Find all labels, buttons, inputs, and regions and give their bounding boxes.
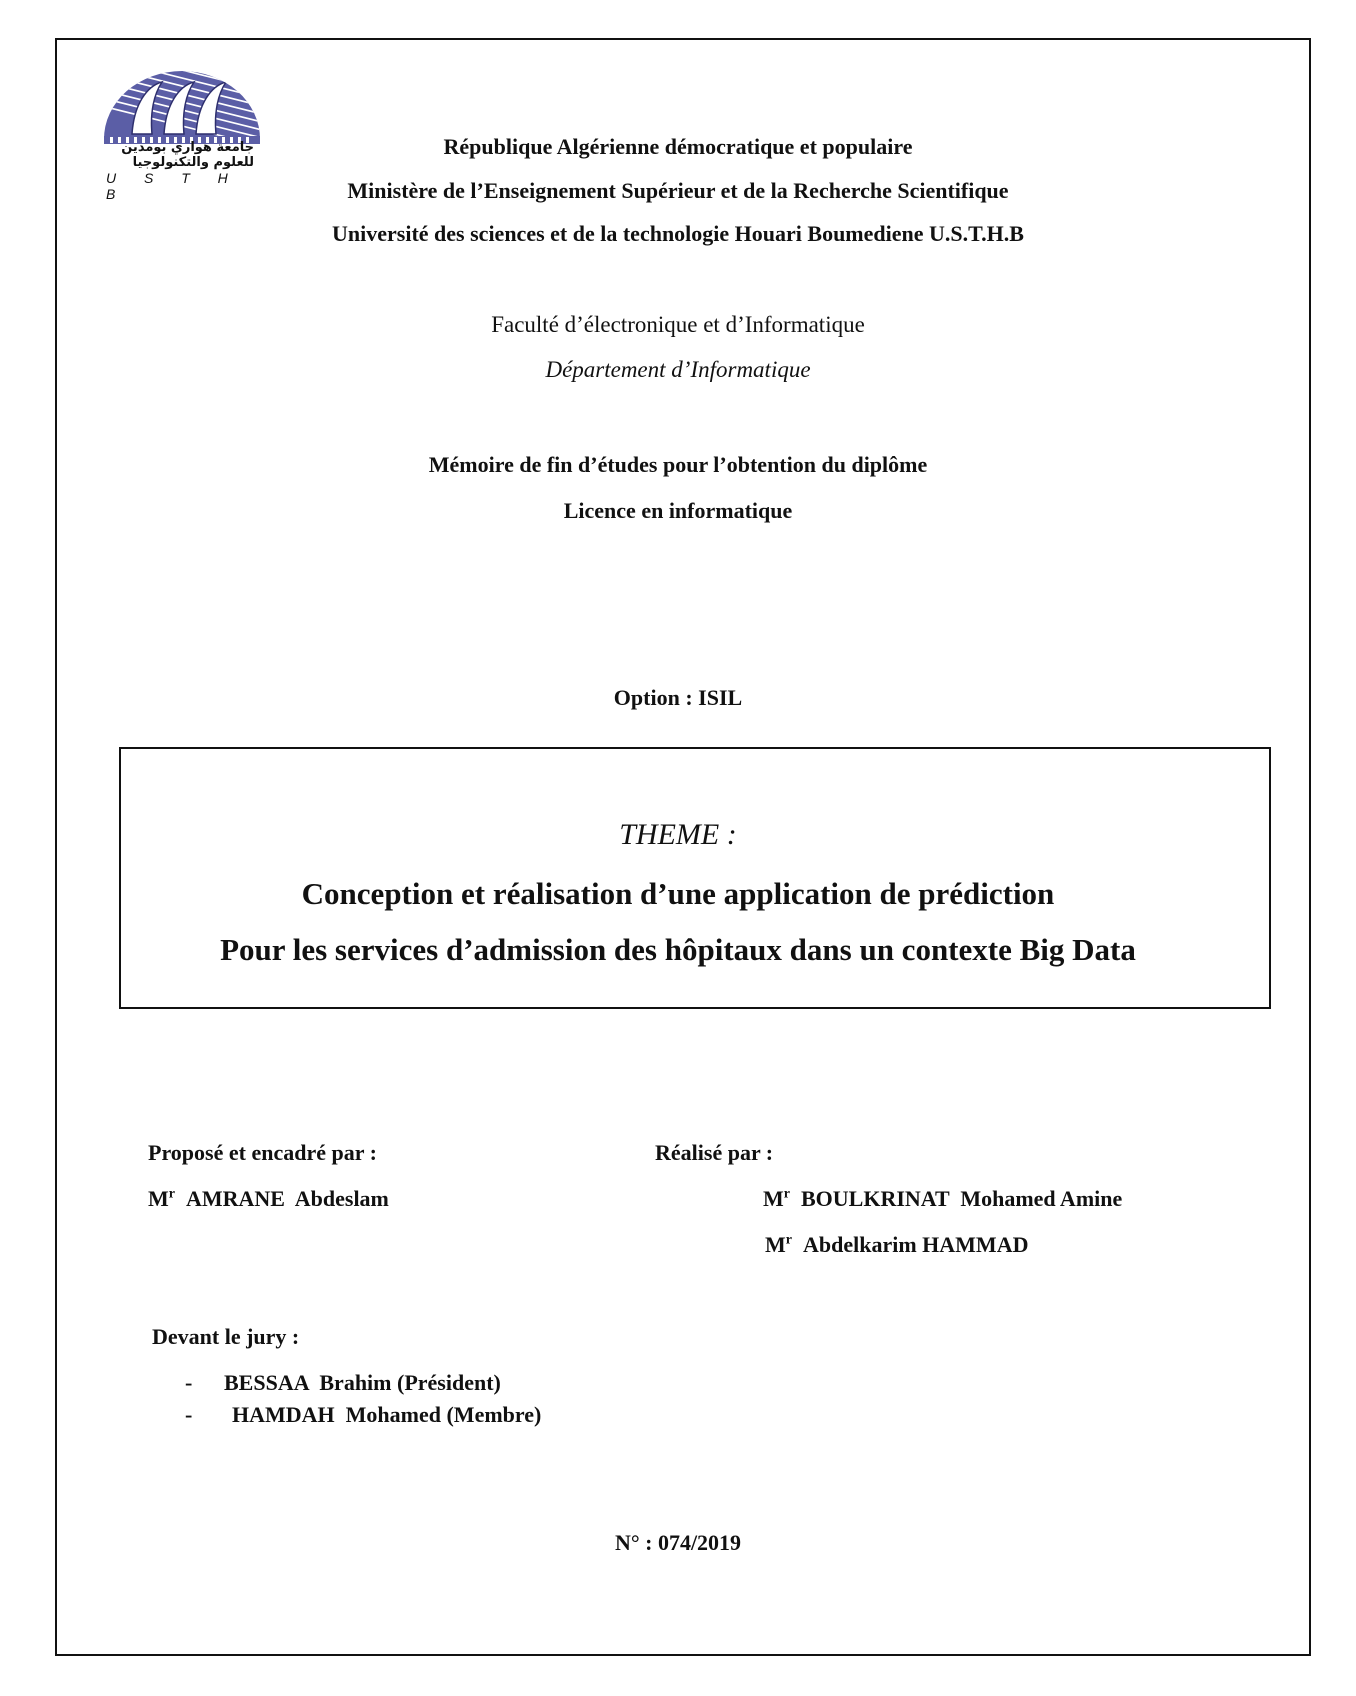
supervisor-fullname: AMRANE Abdeslam (185, 1186, 389, 1211)
jury-bullet-1: - (185, 1370, 193, 1395)
author-2-name: Abdelkarim HAMMAD (802, 1232, 1029, 1257)
supervisor-name (148, 1186, 389, 1212)
author-1 (763, 1186, 1122, 1212)
theme-title-line2: Pour les services d’admission des hôpitaux dans un contexte Big Data (220, 932, 1136, 967)
department-name: Département d’Informatique (545, 357, 811, 382)
authors-heading: Réalisé par : (655, 1140, 774, 1165)
author-2-title: M (765, 1232, 786, 1257)
option-line: Option : ISIL (613, 685, 743, 710)
jury-bullet-2: - (185, 1402, 193, 1427)
memoire-line: Mémoire de fin d’études pour l’obtention du diplôme (428, 452, 928, 477)
author-2 (765, 1232, 1028, 1258)
republic-heading: République Algérienne démocratique et populaire (443, 134, 913, 159)
jury-member-1: BESSAA Brahim (Président) (224, 1370, 501, 1395)
jury-heading: Devant le jury : (152, 1324, 300, 1349)
author-2-title-sup: r (785, 1232, 792, 1248)
diploma-line: Licence en informatique (563, 498, 793, 523)
author-1-title: M (763, 1186, 784, 1211)
supervisor-title: M (148, 1186, 169, 1211)
faculty-name: Faculté d’électronique et d’Informatique (491, 312, 865, 337)
supervisor-title-sup: r (168, 1186, 175, 1202)
theme-title-line1: Conception et réalisation d’une application de prédiction (301, 876, 1055, 911)
jury-member-2: HAMDAH Mohamed (Membre) (232, 1402, 542, 1427)
supervisor-heading: Proposé et encadré par : (148, 1140, 377, 1165)
logo-arabic-line1: جامعة هواري بومدين (121, 140, 254, 155)
university-heading: Université des sciences et de la technologie Houari Boumediene U.S.T.H.B (332, 221, 1024, 246)
author-1-title-sup: r (783, 1186, 790, 1202)
author-1-name: BOULKRINAT Mohamed Amine (800, 1186, 1123, 1211)
memoire-number: N° : 074/2019 (614, 1530, 742, 1555)
logo-arabic-line2: للعلوم والتكنولوجيا (132, 155, 254, 170)
theme-label: THEME : (619, 818, 737, 851)
logo-latin-text: U S T H B (106, 170, 240, 202)
ministry-heading: Ministère de l’Enseignement Supérieur et de la Recherche Scientifique (347, 178, 1009, 203)
